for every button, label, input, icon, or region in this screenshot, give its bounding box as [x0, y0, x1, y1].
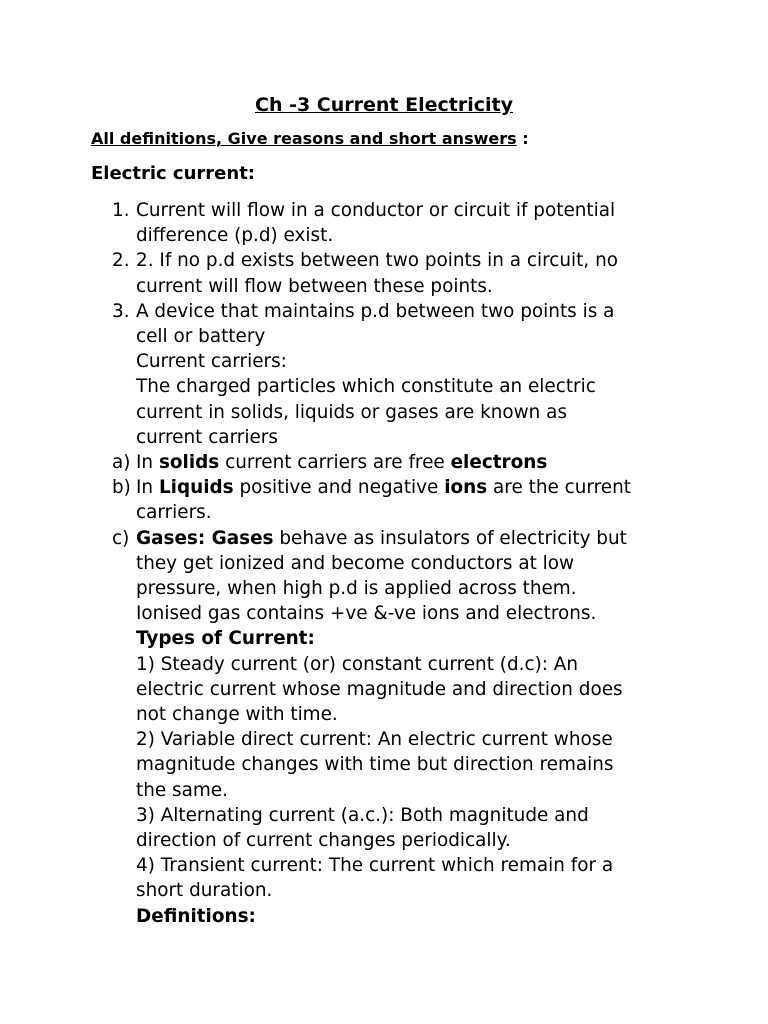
list-item-line: they get ionized and become conductors at low	[136, 552, 575, 574]
list-item	[0, 198, 696, 248]
list-item-line	[136, 475, 696, 500]
types-of-current-heading: Types of Current:	[136, 628, 315, 650]
paragraph-line: electric current whose magnitude and direction does	[136, 678, 623, 700]
paragraph-line: the same.	[136, 779, 228, 801]
subtitle-suffix: :	[516, 129, 529, 148]
list-item	[0, 299, 696, 450]
list-item-line: cell or battery	[136, 326, 266, 348]
document-body	[0, 198, 768, 929]
list-marker: a)	[112, 452, 131, 474]
list-marker: c)	[112, 527, 130, 549]
bold-text: ions	[444, 477, 488, 499]
paragraph-line: current in solids, liquids or gases are known as	[136, 401, 568, 423]
paragraph-line: current carriers	[136, 426, 278, 448]
list-marker: 1.	[112, 200, 130, 221]
list-marker: 3.	[112, 300, 130, 322]
bold-text: electrons	[450, 452, 548, 474]
paragraph-line: 4) Transient current: The current which remain for a	[136, 855, 614, 877]
paragraph-line: 3) Alternating current (a.c.): Both magnitude and	[136, 804, 589, 826]
paragraph-line: direction of current changes periodically.	[136, 830, 511, 852]
list-item-line: A device that maintains p.d between two points is a	[136, 300, 615, 322]
definitions-heading: Definitions:	[136, 905, 256, 927]
list-item-line	[136, 526, 696, 551]
paragraph-line: not change with time.	[136, 704, 338, 726]
list-item-line: 2. If no p.d exists between two points in a circuit, no	[136, 250, 618, 272]
page-title	[0, 93, 768, 117]
list-marker: 2.	[112, 250, 130, 272]
list-marker: b)	[112, 477, 131, 499]
current-carriers-heading: Current carriers:	[136, 351, 287, 373]
list-item-solids	[0, 450, 696, 475]
list-item-line: Current will flow in a conductor or circuit if potential	[136, 200, 616, 221]
subtitle-text: All definitions, Give reasons and short answers	[91, 129, 517, 148]
list-item-line: Ionised gas contains +ve &-ve ions and electrons.	[136, 603, 597, 625]
section-heading-electric-current: Electric current:	[91, 163, 255, 184]
paragraph-line: The charged particles which constitute an electric	[136, 376, 596, 398]
text-run: In	[136, 477, 159, 499]
paragraph-line: short duration.	[136, 880, 273, 902]
subtitle	[91, 128, 529, 150]
list-item-gases	[0, 526, 696, 929]
paragraph-line: 2) Variable direct current: An electric current whose	[136, 729, 613, 751]
text-run: are the current	[487, 477, 631, 499]
list-item-line: pressure, when high p.d is applied across them.	[136, 578, 577, 600]
list-item	[0, 248, 696, 298]
bold-text: solids	[158, 452, 220, 474]
list-item-line	[136, 450, 696, 475]
bold-text: Liquids	[158, 477, 234, 499]
list-item-line: difference (p.d) exist.	[136, 225, 334, 247]
text-run: current carriers are free	[219, 452, 451, 474]
list-item-liquids	[0, 475, 696, 525]
text-run: behave as insulators of electricity but	[273, 527, 627, 549]
bold-text: Gases: Gases	[136, 527, 274, 549]
paragraph-line: 1) Steady current (or) constant current (d.c): An	[136, 653, 579, 675]
page-title-text: Ch -3 Current Electricity	[255, 94, 513, 116]
text-run: positive and negative	[233, 477, 445, 499]
text-run: In	[136, 452, 159, 474]
list-item-line: current will flow between these points.	[136, 275, 493, 297]
paragraph-line: magnitude changes with time but direction remains	[136, 754, 614, 776]
list-item-line: carriers.	[136, 502, 212, 524]
